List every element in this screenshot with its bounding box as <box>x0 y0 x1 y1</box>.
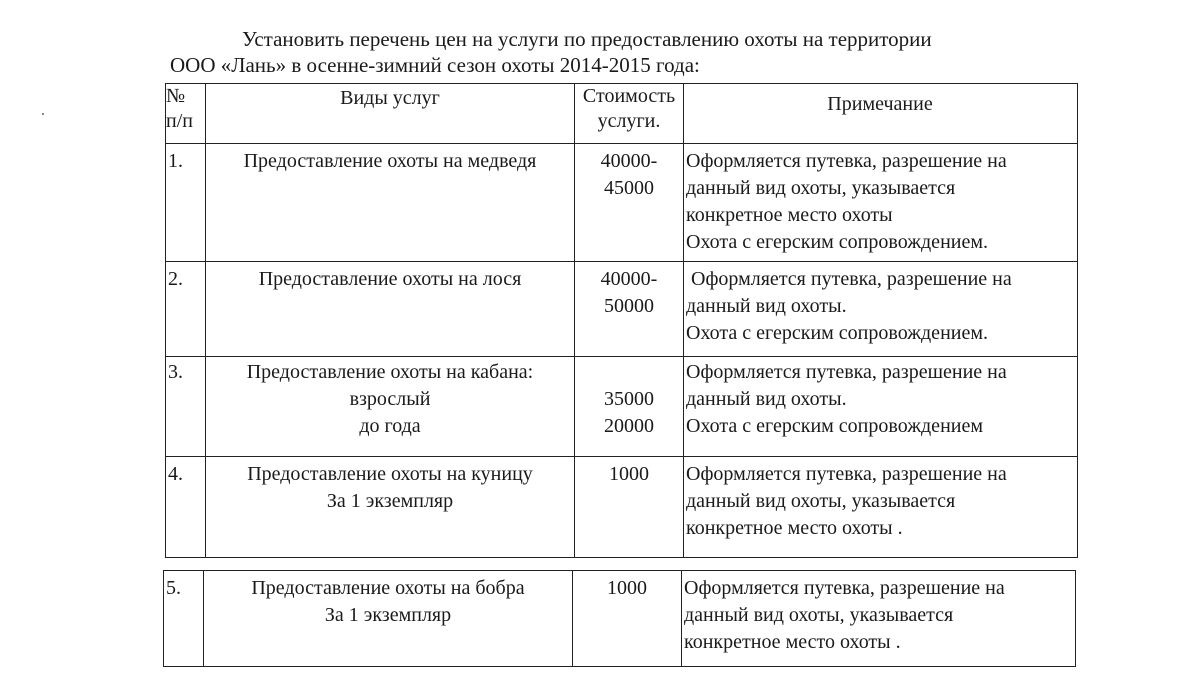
note-line: Оформляется путевка, разрешение на <box>686 463 1007 485</box>
cost-line: 50000 <box>604 295 654 317</box>
row-note <box>684 144 1078 262</box>
note-line: Охота с егерским сопровождением. <box>686 231 989 253</box>
header-cost-line-1: Стоимость <box>582 85 676 107</box>
header-note: Примечание <box>684 84 1078 144</box>
table-row <box>166 457 1078 558</box>
service-line: Предоставление охоты на кабана: <box>246 361 534 383</box>
cost-line: 20000 <box>604 415 654 437</box>
row-number: 5. <box>164 571 204 667</box>
table-header-row <box>166 84 1078 144</box>
note-line: данный вид охоты. <box>686 295 847 317</box>
note-line: Оформляется путевка, разрешение на <box>686 361 1007 383</box>
note-line: конкретное место охоты . <box>684 631 901 653</box>
row-cost <box>573 571 682 667</box>
header-number-line-1: № <box>166 85 186 107</box>
row-number: 1. <box>166 144 206 262</box>
service-line: Предоставление охоты на куницу <box>247 463 533 485</box>
note-line: Охота с егерским сопровождением. <box>686 322 989 344</box>
service-line: Предоставление охоты на лося <box>258 268 522 290</box>
note-line: конкретное место охоты <box>686 204 893 226</box>
table-row <box>166 357 1078 457</box>
header-cost <box>575 84 684 144</box>
row-service <box>206 457 575 558</box>
row-cost <box>575 357 684 457</box>
service-line: до года <box>359 415 421 437</box>
cost-line: 35000 <box>604 388 654 410</box>
row-number: 3. <box>166 357 206 457</box>
document-heading <box>170 26 1070 78</box>
header-number-line-2: п/п <box>166 110 193 132</box>
row-service <box>204 571 573 667</box>
cost-line: 40000- <box>600 150 658 172</box>
cost-line <box>578 359 680 386</box>
note-line: конкретное место охоты . <box>686 517 903 539</box>
note-line: Оформляется путевка, разрешение на <box>684 577 1005 599</box>
cost-line: 1000 <box>607 577 647 599</box>
cost-line: 45000 <box>604 177 654 199</box>
table-row <box>164 571 1076 667</box>
header-service: Виды услуг <box>206 84 575 144</box>
row-service <box>206 357 575 457</box>
price-table-continued <box>163 570 1076 667</box>
table-row <box>166 144 1078 262</box>
heading-line-2: ООО «Лань» в осенне-зимний сезон охоты 2014-2015 года: <box>170 53 700 77</box>
heading-line-1: Установить перечень цен на услуги по предоставлению охоты на территории <box>242 27 932 51</box>
header-number <box>166 84 206 144</box>
note-line: Охота с егерским сопровождением <box>686 415 984 437</box>
service-line: Предоставление охоты на бобра <box>251 577 525 599</box>
row-cost <box>575 144 684 262</box>
price-table <box>165 83 1078 558</box>
service-line: Предоставление охоты на медведя <box>243 150 537 172</box>
row-service <box>206 144 575 262</box>
row-note <box>682 571 1076 667</box>
note-line: данный вид охоты. <box>686 388 847 410</box>
row-note <box>684 262 1078 357</box>
row-service <box>206 262 575 357</box>
row-note <box>684 457 1078 558</box>
row-cost <box>575 457 684 558</box>
service-line: взрослый <box>349 388 431 410</box>
note-line: Оформляется путевка, разрешение на <box>686 150 1007 172</box>
row-cost <box>575 262 684 357</box>
note-line: Оформляется путевка, разрешение на <box>686 268 1012 290</box>
row-number: 4. <box>166 457 206 558</box>
row-number: 2. <box>166 262 206 357</box>
table-row <box>166 262 1078 357</box>
note-line: данный вид охоты, указывается <box>686 177 956 199</box>
note-line: данный вид охоты, указывается <box>684 604 954 626</box>
service-line: За 1 экземпляр <box>326 490 454 512</box>
note-line: данный вид охоты, указывается <box>686 490 956 512</box>
service-line: За 1 экземпляр <box>324 604 452 626</box>
header-cost-line-2: услуги. <box>597 110 661 132</box>
scan-speck <box>42 113 44 115</box>
cost-line: 40000- <box>600 268 658 290</box>
row-note <box>684 357 1078 457</box>
cost-line: 1000 <box>609 463 649 485</box>
